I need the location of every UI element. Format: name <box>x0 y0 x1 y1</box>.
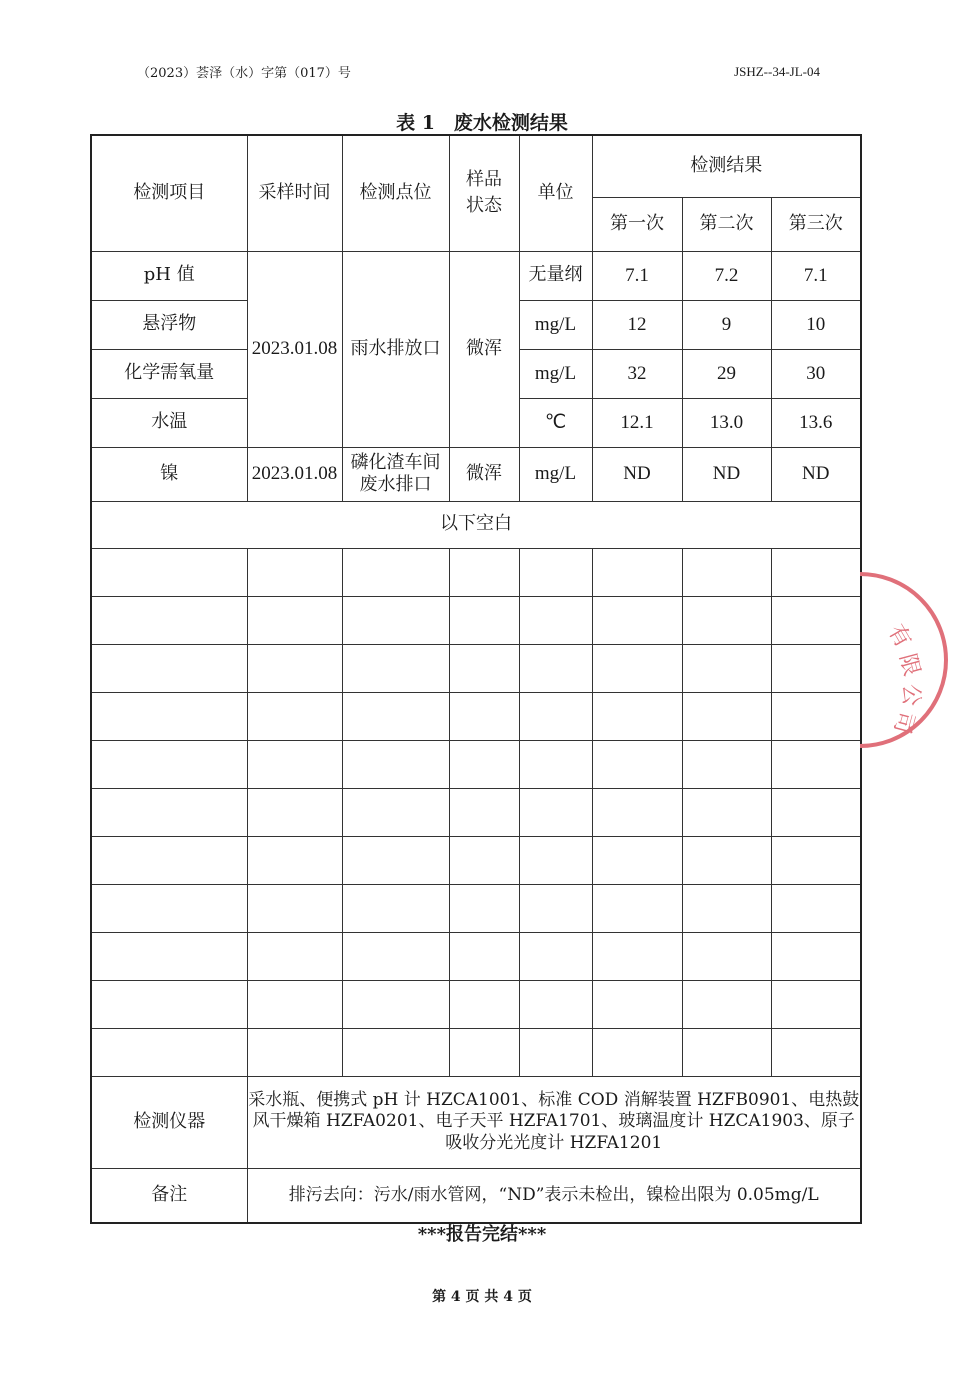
empty-cell <box>449 788 519 836</box>
empty-cell <box>592 692 682 740</box>
empty-cell <box>771 548 861 596</box>
header-result: 检测结果 <box>592 135 861 197</box>
header-state: 样品状态 <box>449 135 519 251</box>
empty-cell <box>342 980 449 1028</box>
empty-row <box>91 1028 861 1076</box>
empty-cell <box>449 644 519 692</box>
empty-cell <box>519 692 592 740</box>
seal-text-1: 有 <box>882 620 916 653</box>
empty-row <box>91 980 861 1028</box>
empty-cell <box>449 740 519 788</box>
empty-cell <box>91 692 247 740</box>
empty-cell <box>91 1028 247 1076</box>
empty-cell <box>592 644 682 692</box>
empty-cell <box>592 884 682 932</box>
empty-cell <box>342 836 449 884</box>
empty-cell <box>682 692 771 740</box>
value-cell: 12.1 <box>592 398 682 447</box>
empty-cell <box>771 932 861 980</box>
empty-cell <box>682 548 771 596</box>
table-row <box>91 447 861 501</box>
header-row-1 <box>91 135 861 197</box>
header-second: 第二次 <box>682 197 771 251</box>
empty-cell <box>449 932 519 980</box>
empty-cell <box>771 836 861 884</box>
empty-row <box>91 644 861 692</box>
header-unit: 单位 <box>519 135 592 251</box>
empty-cell <box>771 788 861 836</box>
empty-cell <box>91 932 247 980</box>
empty-cell <box>771 596 861 644</box>
value-cell: 7.1 <box>592 251 682 300</box>
equipment-text: 采水瓶、便携式 pH 计 HZCA1001、标准 COD 消解装置 HZFB0901、电热鼓风干燥箱 HZFA0201、电子天平 HZFA1701、玻璃温度计 HZCA1903、原子吸收分光光度计 HZFA1201 <box>247 1076 861 1168</box>
empty-cell <box>592 980 682 1028</box>
document-code: JSHZ--34-JL-04 <box>734 64 820 79</box>
item-cell: pH 值 <box>91 251 247 300</box>
remark-text: 排污去向：污水/雨水管网，“ND”表示未检出，镍检出限为 0.05mg/L <box>247 1168 861 1223</box>
header-time: 采样时间 <box>247 135 342 251</box>
empty-cell <box>771 980 861 1028</box>
unit-cell: mg/L <box>519 447 592 501</box>
empty-cell <box>247 932 342 980</box>
unit-cell: mg/L <box>519 300 592 349</box>
empty-row <box>91 740 861 788</box>
empty-cell <box>247 692 342 740</box>
empty-cell <box>342 932 449 980</box>
report-end-text: ***报告完结*** <box>417 1224 547 1245</box>
header-point: 检测点位 <box>342 135 449 251</box>
empty-cell <box>449 836 519 884</box>
empty-cell <box>519 836 592 884</box>
empty-cell <box>342 548 449 596</box>
empty-cell <box>342 740 449 788</box>
empty-cell <box>592 740 682 788</box>
empty-cell <box>519 548 592 596</box>
empty-cell <box>682 644 771 692</box>
empty-cell <box>519 644 592 692</box>
empty-cell <box>449 1028 519 1076</box>
sampling-time-cell: 2023.01.08 <box>247 251 342 447</box>
empty-cell <box>449 548 519 596</box>
empty-cell <box>519 980 592 1028</box>
empty-cell <box>247 884 342 932</box>
empty-cell <box>91 836 247 884</box>
empty-cell <box>592 596 682 644</box>
header-item: 检测项目 <box>91 135 247 251</box>
empty-cell <box>682 788 771 836</box>
empty-cell <box>91 644 247 692</box>
empty-cell <box>519 932 592 980</box>
sample-state-cell: 微浑 <box>449 447 519 501</box>
blank-note: 以下空白 <box>91 501 861 548</box>
table-caption: 表 1 废水检测结果 <box>396 112 568 134</box>
empty-cell <box>91 788 247 836</box>
empty-cell <box>519 740 592 788</box>
header-first: 第一次 <box>592 197 682 251</box>
empty-rows <box>91 548 861 1076</box>
item-cell: 水温 <box>91 398 247 447</box>
value-cell: ND <box>682 447 771 501</box>
empty-cell <box>592 932 682 980</box>
report-number: （2023）荟泽（水）字第（017）号 <box>137 66 351 81</box>
empty-row <box>91 692 861 740</box>
value-cell: 7.1 <box>771 251 861 300</box>
empty-cell <box>247 980 342 1028</box>
empty-cell <box>342 884 449 932</box>
empty-cell <box>91 548 247 596</box>
empty-cell <box>519 884 592 932</box>
empty-cell <box>91 740 247 788</box>
empty-cell <box>247 1028 342 1076</box>
empty-cell <box>592 788 682 836</box>
empty-cell <box>342 692 449 740</box>
value-cell: 29 <box>682 349 771 398</box>
empty-cell <box>449 692 519 740</box>
empty-cell <box>592 1028 682 1076</box>
value-cell: ND <box>592 447 682 501</box>
company-seal <box>860 568 964 758</box>
empty-cell <box>91 596 247 644</box>
empty-cell <box>592 548 682 596</box>
empty-cell <box>247 548 342 596</box>
value-cell: 9 <box>682 300 771 349</box>
empty-cell <box>592 836 682 884</box>
empty-cell <box>771 740 861 788</box>
empty-row <box>91 932 861 980</box>
empty-cell <box>519 596 592 644</box>
empty-cell <box>342 1028 449 1076</box>
value-cell: 30 <box>771 349 861 398</box>
empty-cell <box>519 1028 592 1076</box>
value-cell: 10 <box>771 300 861 349</box>
remark-label: 备注 <box>91 1168 247 1223</box>
value-cell: 7.2 <box>682 251 771 300</box>
empty-cell <box>91 884 247 932</box>
empty-cell <box>247 836 342 884</box>
unit-cell: 无量纲 <box>519 251 592 300</box>
empty-cell <box>771 884 861 932</box>
remark-row <box>91 1168 861 1223</box>
sampling-point-cell: 雨水排放口 <box>342 251 449 447</box>
empty-cell <box>449 884 519 932</box>
page-footer: 第 4 页 共 4 页 <box>432 1289 532 1305</box>
value-cell: 13.6 <box>771 398 861 447</box>
empty-cell <box>682 980 771 1028</box>
empty-row <box>91 596 861 644</box>
unit-cell: mg/L <box>519 349 592 398</box>
empty-cell <box>682 932 771 980</box>
empty-cell <box>682 740 771 788</box>
empty-cell <box>247 740 342 788</box>
empty-cell <box>449 980 519 1028</box>
value-cell: 12 <box>592 300 682 349</box>
equipment-row <box>91 1076 861 1168</box>
sampling-time-cell: 2023.01.08 <box>247 447 342 501</box>
empty-cell <box>682 884 771 932</box>
value-cell: ND <box>771 447 861 501</box>
blank-note-row <box>91 501 861 548</box>
empty-cell <box>342 788 449 836</box>
seal-text-3: 公 <box>898 684 923 707</box>
empty-cell <box>682 1028 771 1076</box>
empty-cell <box>91 980 247 1028</box>
equipment-label: 检测仪器 <box>91 1076 247 1168</box>
table-row <box>91 251 861 300</box>
empty-row <box>91 836 861 884</box>
seal-text-4: 司 <box>888 708 919 737</box>
item-cell: 镍 <box>91 447 247 501</box>
seal-text-2: 限 <box>894 651 925 679</box>
item-cell: 化学需氧量 <box>91 349 247 398</box>
empty-row <box>91 788 861 836</box>
empty-cell <box>342 596 449 644</box>
unit-cell: ℃ <box>519 398 592 447</box>
value-cell: 32 <box>592 349 682 398</box>
empty-cell <box>449 596 519 644</box>
empty-cell <box>771 1028 861 1076</box>
empty-row <box>91 884 861 932</box>
sampling-point-cell: 磷化渣车间废水排口 <box>342 447 449 501</box>
header-third: 第三次 <box>771 197 861 251</box>
value-cell: 13.0 <box>682 398 771 447</box>
empty-cell <box>682 596 771 644</box>
sample-state-cell: 微浑 <box>449 251 519 447</box>
empty-cell <box>682 836 771 884</box>
empty-cell <box>342 644 449 692</box>
empty-row <box>91 548 861 596</box>
empty-cell <box>519 788 592 836</box>
empty-cell <box>771 692 861 740</box>
item-cell: 悬浮物 <box>91 300 247 349</box>
results-table <box>90 134 862 1224</box>
empty-cell <box>247 596 342 644</box>
empty-cell <box>247 644 342 692</box>
empty-cell <box>247 788 342 836</box>
empty-cell <box>771 644 861 692</box>
